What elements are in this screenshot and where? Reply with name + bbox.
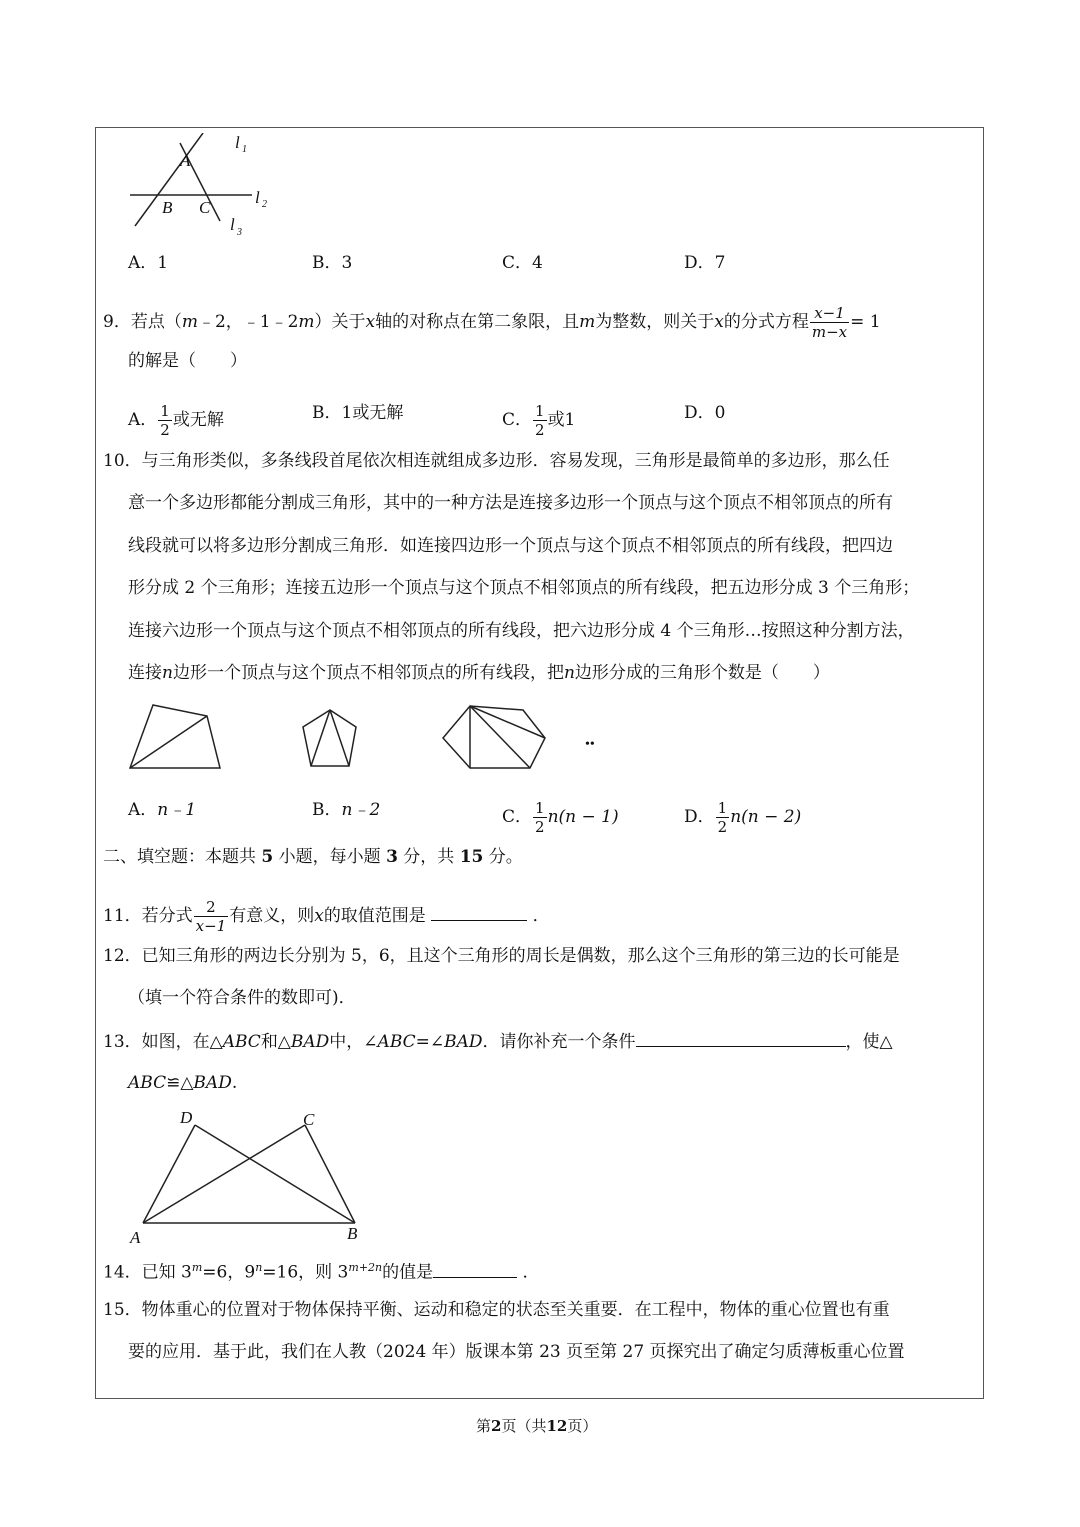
svg-text:C: C: [199, 198, 211, 217]
q8-option-b: B．3: [312, 253, 353, 273]
svg-text:l: l: [230, 215, 235, 234]
q8-option-a: A．1: [128, 253, 169, 273]
svg-text:A: A: [130, 1228, 141, 1247]
svg-text:D: D: [180, 1108, 193, 1127]
q10-line: 连接六边形一个顶点与这个顶点不相邻顶点的所有线段，把六边形分成 4 个三角形…按照这种分割方法，: [128, 621, 915, 641]
q10-option-c: C． $\frac{1}{2}$ n(n − 1): [502, 799, 619, 836]
q14: 14．已知 $3^m=6$，$9^n=16$，则 $3^{m+2n}$的值是 ．: [103, 1261, 540, 1283]
q9-stem: 9．若点（m﹣2，﹣1﹣2m）关于x轴的对称点在第二象限，且m为整数，则关于x的分式方程 $\frac{x-1}{m-x}$ = 1: [103, 304, 881, 341]
q8-lines-figure: [125, 133, 280, 243]
svg-text:3: 3: [237, 227, 242, 238]
q14-answer-blank[interactable]: [433, 1261, 517, 1278]
q10-line: 意一个多边形都能分割成三角形，其中的一种方法是连接多边形一个顶点与这个顶点不相邻顶点的所有: [128, 493, 893, 513]
svg-text:B: B: [347, 1224, 358, 1243]
q8-option-d: D．7: [684, 253, 726, 273]
svg-text:C: C: [303, 1110, 315, 1129]
svg-text:1: 1: [242, 144, 247, 155]
q8-option-c: C．4: [502, 253, 543, 273]
quadrilateral-figure: [130, 705, 220, 768]
q10-option-b: B．n﹣2: [312, 800, 381, 820]
ellipsis-dots: ••: [585, 737, 595, 752]
q10-option-a: A．n﹣1: [128, 800, 197, 820]
q11: 11．若分式 $\frac{2}{x-1}$ 有意义，则x的取值范围是 ．: [103, 898, 550, 935]
q12-line1: 12．已知三角形的两边长分别为 5，6，且这个三角形的周长是偶数，那么这个三角形的第三边的长可能是: [103, 946, 900, 966]
pentagon-figure: [303, 710, 356, 766]
q10-line: 连接n边形一个顶点与这个顶点不相邻顶点的所有线段，把n边形分成的三角形个数是（ ）: [128, 663, 830, 683]
svg-text:A: A: [180, 151, 191, 170]
q9-stem-line2: 的解是（ ）: [128, 351, 247, 371]
svg-text:l: l: [235, 133, 240, 152]
hexagon-figure: [443, 706, 545, 768]
q13-triangles-figure: [125, 1103, 375, 1248]
svg-text:2: 2: [262, 199, 267, 210]
q9-fraction: $\frac{x-1}{m-x}$: [811, 304, 848, 341]
page-footer: 第2页（共12页）: [476, 1417, 598, 1435]
q10-line: 10．与三角形类似，多条线段首尾依次相连就组成多边形．容易发现，三角形是最简单的多边形，那么任: [103, 451, 890, 471]
q11-answer-blank[interactable]: [431, 904, 527, 921]
q9-option-c: C． $\frac{1}{2}$ 或1: [502, 402, 576, 439]
q9-option-b: B．1或无解: [312, 403, 404, 423]
section-heading-fill-in: 二、填空题：本题共 5 小题，每小题 3 分，共 15 分。: [103, 847, 523, 867]
svg-text:B: B: [162, 198, 173, 217]
q15-line2: 要的应用．基于此，我们在人教（2024 年）版课本第 23 页至第 27 页探究出了确定匀质薄板重心位置: [128, 1342, 905, 1362]
polygon-division-figures: [125, 700, 625, 775]
q10-line: 线段就可以将多边形分割成三角形．如连接四边形一个顶点与这个顶点不相邻顶点的所有线段，把四边: [128, 536, 893, 556]
q13-line2: ABC≌△BAD.: [128, 1073, 238, 1093]
q10-line: 形分成 2 个三角形；连接五边形一个顶点与这个顶点不相邻顶点的所有线段，把五边形分成 3 个三角形；: [128, 578, 920, 598]
q13-line1: 13．如图，在△ABC和△BAD中，∠ABC=∠BAD．请你补充一个条件 ，使△: [103, 1032, 893, 1052]
q12-line2: （填一个符合条件的数即可)．: [128, 988, 356, 1008]
q15-line1: 15．物体重心的位置对于物体保持平衡、运动和稳定的状态至关重要．在工程中，物体的重心位置也有重: [103, 1300, 890, 1320]
q13-answer-blank[interactable]: [636, 1030, 846, 1047]
q9-option-d: D．0: [684, 403, 726, 423]
q9-option-a: A． $\frac{1}{2}$ 或无解: [128, 402, 224, 439]
q10-option-d: D． $\frac{1}{2}$ n(n − 2): [684, 799, 802, 836]
svg-text:l: l: [255, 188, 260, 207]
